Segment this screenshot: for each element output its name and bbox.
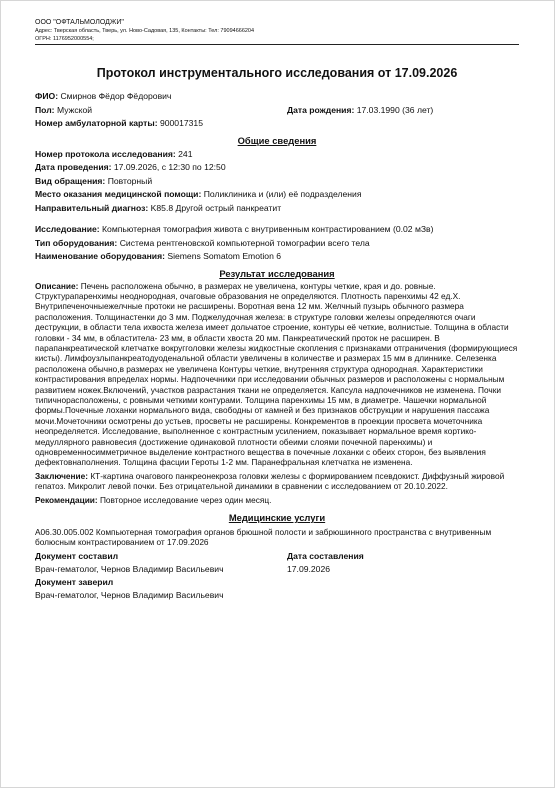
- protocol-number-value: 241: [178, 148, 193, 159]
- approved-value-row: [35, 589, 519, 602]
- approved-header-row: [35, 576, 519, 589]
- org-ogrn: ОГРН: 1176952000554;: [35, 36, 94, 42]
- equipment-type-row: [35, 237, 519, 251]
- study-block: [35, 223, 519, 264]
- result-recommendations: [35, 495, 519, 505]
- recommendations-label: Рекомендации:: [35, 494, 98, 505]
- patient-block: [35, 90, 519, 131]
- study-exam-value: Компьютерная томография живота с внутривенным контрастированием (0.02 мЗв): [102, 224, 434, 234]
- equipment-name-label: Наименование оборудования:: [35, 251, 165, 261]
- protocol-number-label: Номер протокола исследования:: [35, 148, 176, 159]
- patient-sex-dob-row: [35, 104, 519, 118]
- general-block: [35, 148, 519, 216]
- document-title: Протокол инструментального исследования от 17.09.2026: [96, 66, 458, 80]
- composed-date: 17.09.2026: [287, 563, 331, 574]
- visit-type-value: Повторный: [107, 175, 153, 186]
- org-address: Адрес: Тверская область, Тверь, ул. Ново-Садовая, 135, Контакты: Тел: 79094666204: [35, 28, 255, 34]
- equipment-name-row: [35, 250, 519, 264]
- care-place-label: Место оказания медицинской помощи:: [35, 189, 202, 199]
- header-divider: [35, 44, 519, 45]
- composed-by: Врач-гематолог, Чернов Владимир Васильевич: [35, 563, 224, 574]
- org-name: ООО "ОФТАЛЬМОЛОДЖИ": [35, 19, 124, 26]
- conclusion-text: КТ-картина очагового панкреонекроза головки железы с формированием псевдокист. Диффузный жировой гепатоз. Микролит левой почки. Без отрицательной динамики в сравнении с исследованием от 20.10.2022.: [35, 470, 505, 492]
- equipment-type-value: Система рентгеновской компьютерной томографии всего тела: [119, 237, 370, 248]
- description-label: Описание:: [35, 280, 79, 291]
- exam-date-label: Дата проведения:: [35, 162, 112, 172]
- patient-card-row: [35, 117, 519, 131]
- service-item: A06.30.005.002 Компьютерная томография органов брюшной полости и забрюшинного пространства с внутривенным болюсным контрастированием от 17.09.2026: [35, 527, 492, 548]
- approved-label: Документ заверил: [35, 576, 114, 587]
- patient-sex-value: Мужской: [56, 104, 93, 115]
- care-place-value: Поликлиника и (или) её подразделения: [203, 189, 362, 199]
- signatures-block: [35, 550, 519, 602]
- patient-fio-row: [35, 90, 519, 104]
- patient-dob-value: 17.03.1990 (36 лет): [356, 104, 434, 115]
- study-exam-row: [35, 223, 519, 237]
- conclusion-label: Заключение:: [35, 470, 89, 481]
- patient-fio-value: Смирнов Фёдор Фёдорович: [60, 91, 172, 101]
- referral-diagnosis-label: Направительный диагноз:: [35, 202, 149, 213]
- description-text: Печень расположена обычно, в размерах не увеличена, контуры четкие, края и до. ровные. Структурапаренхимы неоднородная, очаговые образования не определяются. Плотность паренхимы 42 ед.Х. Внутрипеченочныежелчные протоки не расширены. Воротная вена 12 мм. Желчный пузырь обычного размера расположения. Толщинастенки до 3 мм. Поджелудочная железа: в структуре головки железы определяются очаги деструкции, в области тела ихвоста железа имеет дольчатое строение, контуры её четкие, волнистые. Толщина в области головки - 34 мм, в областитела- 23 мм, в области хвоста 20 мм. Панкреатический проток не расширен. В парапанкреатической клетчатке вокругголовки железы жидкостные скопления с признаками отграничения (формирующиеся кисты). Лимфоузлыпанкреатодуоденальной области увеличены в количестве и размерах 15 мм в длиннике. Селезенка расположена обычно,в размерах не увеличена Контуры четкие, внутренняя структура однородная. Характеристики контрастирования впределах нормы. Надпочечники при исследовании обычных размеров и расположены с нормальным развитием ножек.Включений, участков разрастания ткани не определяется. Капсула надпочечников не изменена. Почки типичнорасположены, с ровными четкими контурами. Толщина паренхимы 15 мм, в диаметре. Чашечки нормальной формы.Почечные лоханки нормального вида, свободны от камней и без признаков обструкции и нарушения пассажа мочи.Мочеточники осмотрены до устьев, просветы не расширены. Конкрементов в проекции просвета мочеточника неопределяется. Исследование, выполненное с контрастным усилением, показывает нормальное время кортико-медуллярного равновесия (достижение одинаковой плотности обеими слоями почечной паренхимы) и одновременносимметричное выделение контрастного вещества в почечные лоханки с обеих сторон, без выявления дефектовнаполнения. Толщина фасции Героты 1-2 мм. Паранефральная клетчатка не изменена.: [35, 280, 518, 468]
- patient-card-value: 900017315: [159, 118, 203, 128]
- equipment-name-value: Siemens Somatom Emotion 6: [167, 251, 282, 261]
- general-heading: Общие сведения: [237, 134, 317, 146]
- approved-by: Врач-гематолог, Чернов Владимир Васильевич: [35, 589, 224, 600]
- composed-value-row: [35, 563, 519, 576]
- patient-sex-label: Пол:: [35, 104, 55, 115]
- composed-header-row: [35, 550, 519, 563]
- composed-label: Документ составил: [35, 550, 119, 561]
- exam-date-value: 17.09.2026, с 12:30 по 12:50: [113, 162, 226, 172]
- visit-type-row: [35, 175, 519, 189]
- document-header: [35, 19, 519, 45]
- result-description: [35, 281, 519, 468]
- study-exam-label: Исследование:: [35, 224, 100, 234]
- care-place-row: [35, 188, 519, 202]
- visit-type-label: Вид обращения:: [35, 175, 106, 186]
- equipment-type-label: Тип оборудования:: [35, 237, 118, 248]
- recommendations-text: Повторное исследование через один месяц.: [99, 494, 272, 505]
- referral-diagnosis-row: [35, 202, 519, 216]
- services-heading: Медицинские услуги: [228, 512, 326, 524]
- patient-card-label: Номер амбулаторной карты:: [35, 118, 158, 128]
- patient-dob-label: Дата рождения:: [287, 104, 355, 115]
- composed-date-label: Дата составления: [287, 550, 364, 561]
- result-heading: Результат исследования: [219, 267, 335, 279]
- referral-diagnosis-value: K85.8 Другой острый панкреатит: [150, 202, 282, 213]
- patient-fio-label: ФИО:: [35, 91, 59, 101]
- exam-date-row: [35, 161, 519, 175]
- result-conclusion: [35, 471, 519, 492]
- protocol-number-row: [35, 148, 519, 162]
